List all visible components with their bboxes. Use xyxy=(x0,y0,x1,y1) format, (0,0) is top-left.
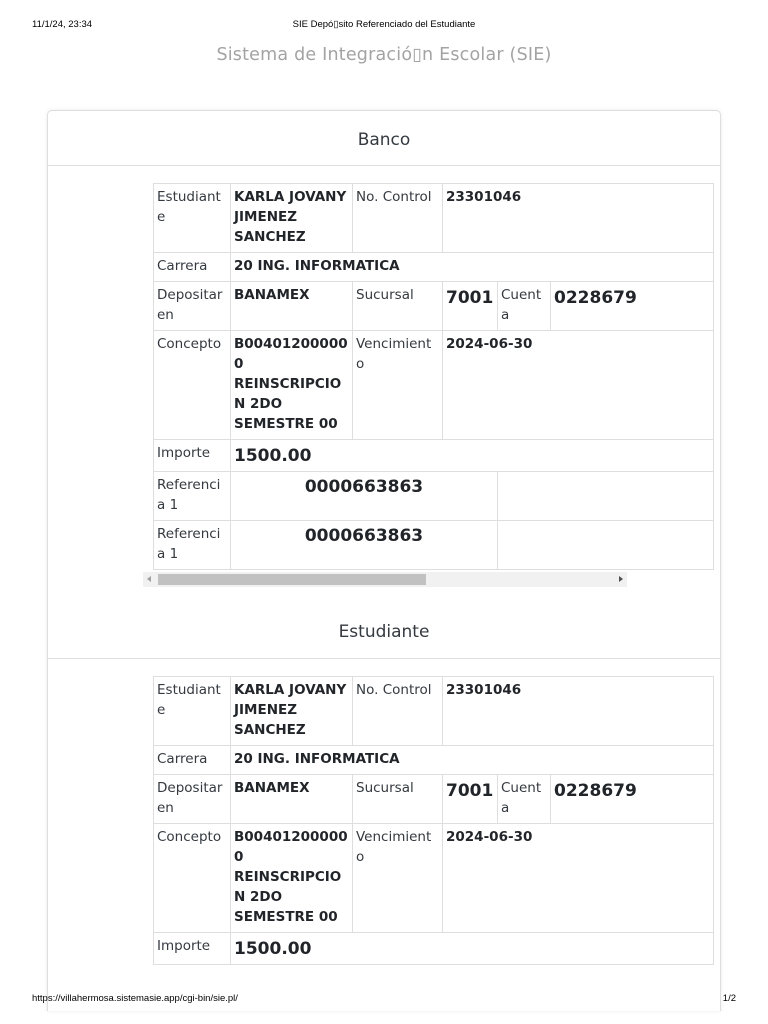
depositar-label: Depositar en xyxy=(154,775,231,824)
carrera-label: Carrera xyxy=(154,746,231,775)
estudiante-label: Estudiante xyxy=(154,677,231,746)
print-header xyxy=(0,19,768,33)
banco-table xyxy=(153,183,714,570)
vencimiento-label: Vencimiento xyxy=(353,331,443,440)
sucursal-value: 7001 xyxy=(443,282,498,331)
carrera-value: 20 ING. INFORMATICA xyxy=(231,746,714,775)
print-page-title: SIE Depó▯sito Referenciado del Estudiante xyxy=(292,19,476,30)
table-row xyxy=(154,521,714,570)
cuenta-label: Cuenta xyxy=(498,282,551,331)
print-date: 11/1/24, 23:34 xyxy=(32,19,93,30)
vencimiento-value: 2024-06-30 xyxy=(443,331,714,440)
depositar-value: BANAMEX xyxy=(231,282,353,331)
cuenta-label: Cuenta xyxy=(498,775,551,824)
banco-table-scroll[interactable] xyxy=(153,183,637,562)
table-row xyxy=(154,677,714,746)
table-row xyxy=(154,746,714,775)
section-heading-estudiante: Estudiante xyxy=(338,622,430,642)
print-page-number: 1/2 xyxy=(722,993,736,1004)
carrera-value: 20 ING. INFORMATICA xyxy=(231,253,714,282)
importe-value: 1500.00 xyxy=(231,933,714,965)
table-row xyxy=(154,472,714,521)
scrollbar-thumb[interactable] xyxy=(158,574,426,585)
referencia-label: Referencia 1 xyxy=(154,521,231,570)
table-row xyxy=(154,824,714,933)
sucursal-label: Sucursal xyxy=(353,282,443,331)
table-row xyxy=(154,253,714,282)
site-title: Sistema de Integració▯n Escolar (SIE) xyxy=(216,45,552,65)
cuenta-value: 0228679 xyxy=(551,282,714,331)
table-row xyxy=(154,933,714,965)
scroll-left-arrow-icon[interactable] xyxy=(147,576,151,582)
concepto-value: B004012000000 REINSCRIPCION 2DO SEMESTRE 00 xyxy=(231,824,353,933)
print-url: https://villahermosa.sistemasie.app/cgi-bin/sie.pl/ xyxy=(32,993,238,1004)
referencia-label: Referencia 1 xyxy=(154,472,231,521)
table-row xyxy=(154,331,714,440)
estudiante-table xyxy=(153,676,714,965)
estudiante-value: KARLA JOVANY JIMENEZ SANCHEZ xyxy=(231,677,353,746)
section-divider xyxy=(48,165,720,166)
referencia-value: 0000663863 xyxy=(231,472,498,521)
sucursal-value: 7001 xyxy=(443,775,498,824)
depositar-value: BANAMEX xyxy=(231,775,353,824)
estudiante-value: KARLA JOVANY JIMENEZ SANCHEZ xyxy=(231,184,353,253)
depositar-label: Depositar en xyxy=(154,282,231,331)
estudiante-label: Estudiante xyxy=(154,184,231,253)
deposit-card xyxy=(47,110,721,1011)
table-row xyxy=(154,440,714,472)
importe-label: Importe xyxy=(154,933,231,965)
concepto-label: Concepto xyxy=(154,331,231,440)
no-control-value: 23301046 xyxy=(443,184,714,253)
vencimiento-value: 2024-06-30 xyxy=(443,824,714,933)
section-heading-banco: Banco xyxy=(357,130,411,150)
scroll-right-arrow-icon[interactable] xyxy=(619,576,623,582)
print-footer xyxy=(0,993,768,1007)
vencimiento-label: Vencimiento xyxy=(353,824,443,933)
importe-label: Importe xyxy=(154,440,231,472)
table-row xyxy=(154,775,714,824)
concepto-label: Concepto xyxy=(154,824,231,933)
table-row xyxy=(154,282,714,331)
cuenta-value: 0228679 xyxy=(551,775,714,824)
horizontal-scrollbar[interactable] xyxy=(143,572,627,587)
table-row xyxy=(154,184,714,253)
no-control-value: 23301046 xyxy=(443,677,714,746)
estudiante-table-scroll[interactable] xyxy=(153,676,637,959)
no-control-label: No. Control xyxy=(353,677,443,746)
referencia-value: 0000663863 xyxy=(231,521,498,570)
importe-value: 1500.00 xyxy=(231,440,714,472)
concepto-value: B004012000000 REINSCRIPCION 2DO SEMESTRE 00 xyxy=(231,331,353,440)
carrera-label: Carrera xyxy=(154,253,231,282)
sucursal-label: Sucursal xyxy=(353,775,443,824)
section-divider xyxy=(48,658,720,659)
no-control-label: No. Control xyxy=(353,184,443,253)
